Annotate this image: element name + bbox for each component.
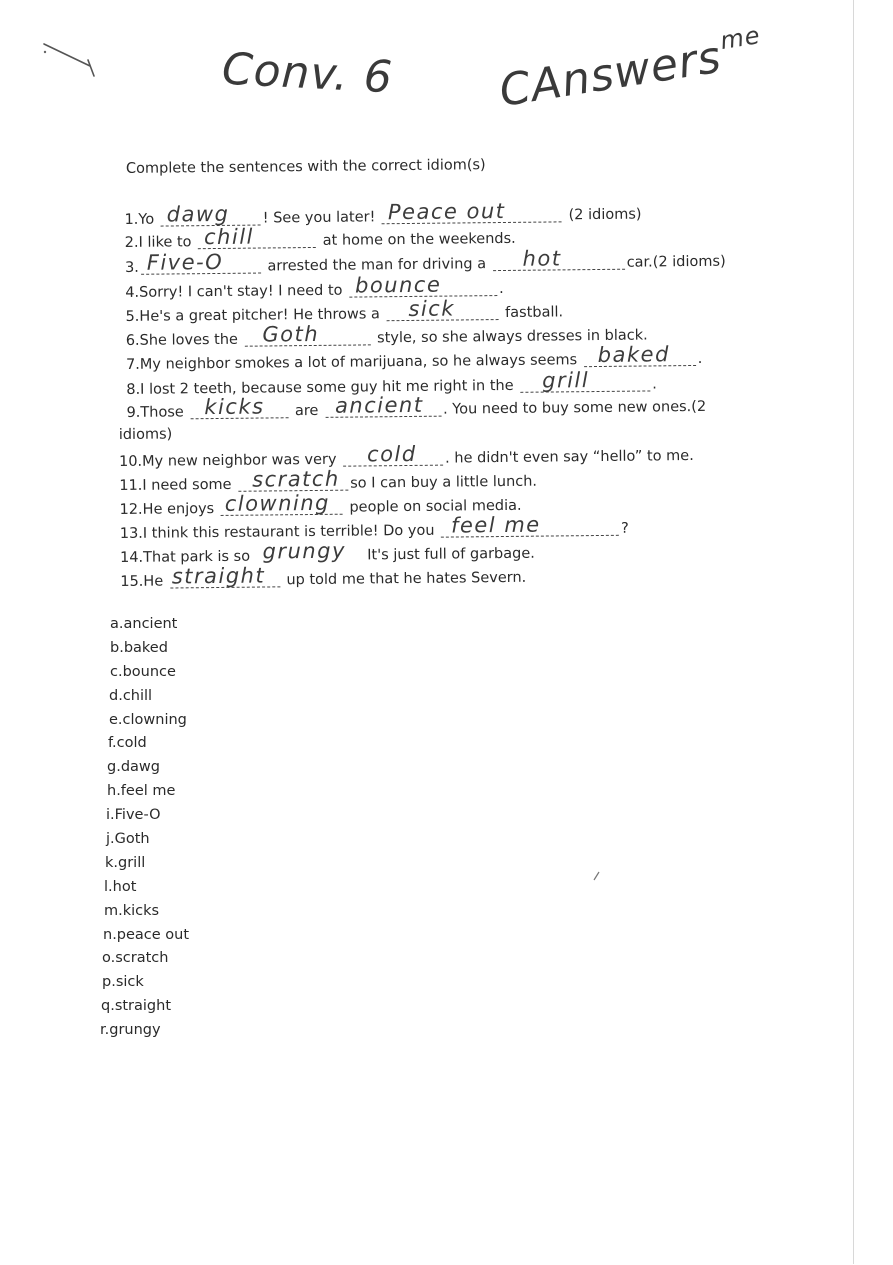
question-text: arrested the man for driving a <box>267 256 487 275</box>
answer-blank <box>190 394 288 420</box>
question-9 <box>126 392 707 421</box>
handwritten-answer: sick <box>408 296 456 321</box>
question-10 <box>118 441 694 471</box>
answer-blank <box>221 490 343 516</box>
answer-blank <box>170 563 280 589</box>
question-text: up told me that he hates Severn. <box>286 569 527 589</box>
list-item: h.feel me <box>107 783 176 800</box>
answer-blank <box>382 198 562 225</box>
question-text: 9.Those <box>126 404 184 421</box>
question-text: are <box>294 402 319 420</box>
handwritten-answer: bounce <box>354 272 442 298</box>
answer-blank <box>441 512 619 538</box>
answer-blank <box>386 296 498 321</box>
list-item: m.kicks <box>104 902 160 919</box>
list-item: l.hot <box>104 878 137 895</box>
question-text: 4.Sorry! I can't stay! I need to <box>125 282 343 301</box>
handwritten-answer: kicks <box>204 394 265 420</box>
list-item: e.clowning <box>109 711 187 728</box>
answer-blank <box>584 342 696 368</box>
answer-blank <box>343 441 443 467</box>
question-text: 5.He's a great pitcher! He throws a <box>125 306 380 325</box>
handwritten-answer: grungy <box>262 538 347 564</box>
instruction-text: Complete the sentences with the correct idiom(s) <box>125 157 486 177</box>
answer-blank <box>520 368 650 393</box>
answer-blank <box>325 392 441 418</box>
handwritten-answer: Peace out <box>387 198 506 225</box>
handwritten-answer: clowning <box>224 490 331 516</box>
answer-options-list <box>100 613 190 1043</box>
question-14 <box>119 538 535 567</box>
list-item: q.straight <box>101 998 172 1015</box>
question-2 <box>124 224 516 251</box>
handwritten-answer: cold <box>366 441 417 467</box>
question-text: 12.He enjoys <box>119 501 215 519</box>
handwritten-title: Conv. 6 <box>220 43 395 104</box>
list-item: j.Goth <box>106 831 150 848</box>
question-6 <box>125 321 648 349</box>
list-item: a.ancient <box>110 616 178 632</box>
question-9-continued: idioms) <box>118 426 173 444</box>
question-13 <box>119 512 629 543</box>
question-text: 6.She loves the <box>125 331 238 349</box>
question-1 <box>124 198 642 228</box>
question-text: 13.I think this restaurant is terrible! Do you <box>119 522 435 543</box>
list-item: n.peace out <box>103 926 190 943</box>
question-text: 8.I lost 2 teeth, because some guy hit me right in the <box>126 377 514 398</box>
question-text: . <box>499 280 504 298</box>
handwritten-answer: chill <box>203 224 255 250</box>
question-text: fastball. <box>505 304 564 321</box>
handwritten-superscript: me <box>718 21 763 56</box>
list-item: i.Five-O <box>106 807 161 824</box>
question-text: people on social media. <box>349 497 522 516</box>
question-text: ? <box>620 520 629 537</box>
question-text: 3. <box>124 259 139 276</box>
list-item: o.scratch <box>102 950 169 967</box>
handwritten-answer: ancient <box>334 392 424 418</box>
list-item: b.baked <box>110 639 168 656</box>
question-text: . he didn't even say “hello” to me. <box>445 448 694 467</box>
list-item: p.sick <box>102 974 144 991</box>
question-text: 14.That park is so <box>119 548 251 567</box>
question-text: It's just full of garbage. <box>367 545 535 564</box>
question-text: 15.He <box>120 573 164 591</box>
answer-blank <box>257 538 361 564</box>
answer-blank <box>141 249 261 275</box>
handwritten-answer: straight <box>171 563 266 589</box>
question-text: 10.My new neighbor was very <box>118 451 337 471</box>
handwritten-answers-label: CAnswers$^{me}$ <box>496 21 763 117</box>
answer-blank <box>238 466 348 492</box>
question-text: (2 idioms) <box>568 206 642 224</box>
answer-blank <box>198 224 316 250</box>
question-text: so I can buy a little lunch. <box>350 473 538 492</box>
question-15 <box>120 563 527 591</box>
list-item: c.bounce <box>110 663 176 680</box>
question-text: 7.My neighbor smokes a lot of marijuana, so he always seems <box>125 352 578 373</box>
answer-blank <box>493 246 625 271</box>
handwritten-answer: Five-O <box>146 249 224 275</box>
handwritten-answer: Goth <box>262 321 320 347</box>
list-item: f.cold <box>108 735 147 752</box>
question-7 <box>125 342 703 373</box>
question-text: . <box>652 376 657 393</box>
question-text: at home on the weekends. <box>322 230 516 249</box>
question-text: 11.I need some <box>119 476 232 495</box>
question-text: ! See you later! <box>262 209 376 227</box>
question-5 <box>125 296 564 325</box>
question-text: car.(2 idioms) <box>626 253 726 271</box>
handwritten-answer: dawg <box>166 201 230 227</box>
handwritten-answer: baked <box>597 342 670 368</box>
question-text: . <box>697 350 703 367</box>
list-item: k.grill <box>105 854 146 871</box>
answer-blank <box>244 321 370 347</box>
handwritten-answer: feel me <box>450 512 541 538</box>
answer-blank <box>349 272 497 298</box>
handwritten-answer: grill <box>542 368 590 393</box>
handwritten-answer: hot <box>522 246 562 271</box>
list-item: r.grungy <box>100 1022 161 1039</box>
question-text: . You need to buy some new ones.(2 <box>442 398 707 418</box>
question-text: 2.I like to <box>124 234 192 251</box>
handwritten-answer: scratch <box>251 466 340 492</box>
list-item: d.chill <box>109 687 153 704</box>
question-text: 1.Yo <box>124 211 155 228</box>
list-item: g.dawg <box>107 759 160 776</box>
question-text: style, so she always dresses in black. <box>377 327 648 347</box>
